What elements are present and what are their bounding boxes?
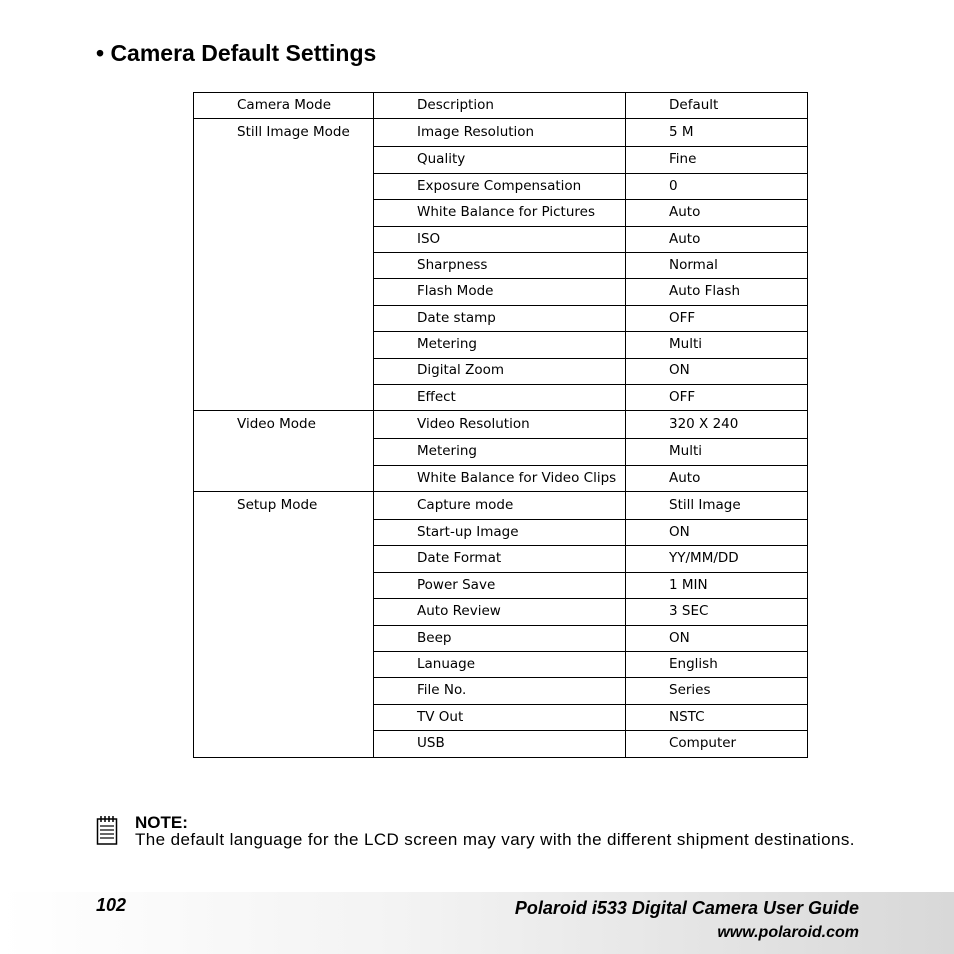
description-cell: USB bbox=[374, 731, 626, 757]
description-cell: TV Out bbox=[374, 704, 626, 730]
description-cell: Effect bbox=[374, 384, 626, 410]
description-cell: Lanuage bbox=[374, 652, 626, 678]
default-value-cell: Auto bbox=[626, 200, 808, 226]
table-row bbox=[194, 411, 808, 439]
default-value-cell: 1 MIN bbox=[626, 572, 808, 598]
default-value-cell: 5 M bbox=[626, 119, 808, 147]
description-cell: Flash Mode bbox=[374, 279, 626, 305]
description-cell: Metering bbox=[374, 332, 626, 358]
default-value-cell: Auto Flash bbox=[626, 279, 808, 305]
description-cell: Beep bbox=[374, 625, 626, 651]
camera-mode-cell: Still Image Mode bbox=[194, 119, 374, 411]
description-cell: Digital Zoom bbox=[374, 358, 626, 384]
default-value-cell: Fine bbox=[626, 147, 808, 173]
note-text: The default language for the LCD screen may vary with the different shipment destinations. bbox=[135, 830, 855, 849]
default-settings-table bbox=[193, 92, 808, 758]
default-value-cell: OFF bbox=[626, 305, 808, 331]
default-value-cell: Multi bbox=[626, 332, 808, 358]
note-label: NOTE: bbox=[135, 813, 188, 832]
table-header-row bbox=[194, 93, 808, 119]
default-value-cell: Computer bbox=[626, 731, 808, 757]
header-description: Description bbox=[374, 93, 626, 119]
description-cell: White Balance for Video Clips bbox=[374, 465, 626, 491]
default-value-cell: ON bbox=[626, 358, 808, 384]
description-cell: Auto Review bbox=[374, 599, 626, 625]
description-cell: Date stamp bbox=[374, 305, 626, 331]
description-cell: Date Format bbox=[374, 546, 626, 572]
header-default: Default bbox=[626, 93, 808, 119]
default-value-cell: ON bbox=[626, 520, 808, 546]
default-value-cell: 3 SEC bbox=[626, 599, 808, 625]
description-cell: Quality bbox=[374, 147, 626, 173]
header-camera-mode: Camera Mode bbox=[194, 93, 374, 119]
default-value-cell: Series bbox=[626, 678, 808, 704]
description-cell: Image Resolution bbox=[374, 119, 626, 147]
settings-table-body bbox=[194, 93, 808, 758]
description-cell: Power Save bbox=[374, 572, 626, 598]
table-row bbox=[194, 119, 808, 147]
description-cell: Start-up Image bbox=[374, 520, 626, 546]
default-value-cell: OFF bbox=[626, 384, 808, 410]
description-cell: Exposure Compensation bbox=[374, 173, 626, 199]
default-value-cell: YY/MM/DD bbox=[626, 546, 808, 572]
default-value-cell: Multi bbox=[626, 439, 808, 465]
default-value-cell: ON bbox=[626, 625, 808, 651]
guide-title: Polaroid i533 Digital Camera User Guide bbox=[514, 898, 859, 918]
description-cell: Capture mode bbox=[374, 492, 626, 520]
page-title: • Camera Default Settings bbox=[96, 40, 377, 66]
default-value-cell: 320 X 240 bbox=[626, 411, 808, 439]
default-value-cell: Normal bbox=[626, 252, 808, 278]
table-row bbox=[194, 492, 808, 520]
default-value-cell: Auto bbox=[626, 465, 808, 491]
notepad-icon bbox=[96, 815, 118, 845]
default-value-cell: NSTC bbox=[626, 704, 808, 730]
default-value-cell: Still Image bbox=[626, 492, 808, 520]
description-cell: Sharpness bbox=[374, 252, 626, 278]
description-cell: ISO bbox=[374, 226, 626, 252]
camera-mode-cell: Setup Mode bbox=[194, 492, 374, 758]
description-cell: White Balance for Pictures bbox=[374, 200, 626, 226]
camera-mode-cell: Video Mode bbox=[194, 411, 374, 492]
guide-url: www.polaroid.com bbox=[717, 924, 859, 941]
default-value-cell: Auto bbox=[626, 226, 808, 252]
page-number: 102 bbox=[96, 895, 127, 915]
description-cell: Metering bbox=[374, 439, 626, 465]
default-value-cell: English bbox=[626, 652, 808, 678]
description-cell: Video Resolution bbox=[374, 411, 626, 439]
default-value-cell: 0 bbox=[626, 173, 808, 199]
description-cell: File No. bbox=[374, 678, 626, 704]
